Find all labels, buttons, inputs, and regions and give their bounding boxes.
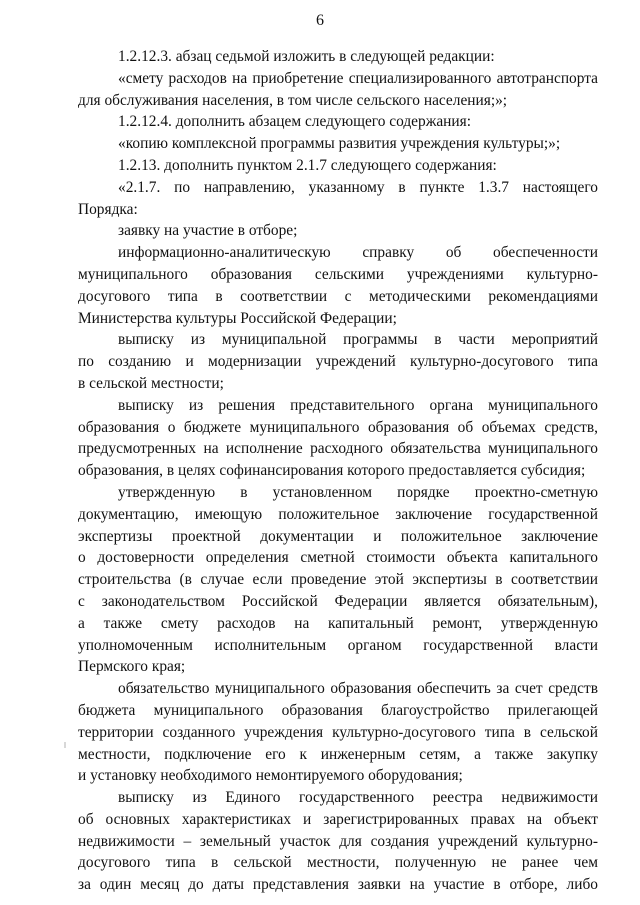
text-line: недвижимости – земельный участок для создания учреждений культурно- <box>78 832 598 850</box>
text-line: местности, подключение его к инженерным сетям, а также закупку <box>78 745 598 763</box>
text-line: муниципального образования сельскими учреждениями культурно- <box>78 265 598 283</box>
text-line: образования о бюджете муниципального образования об объемах средств, <box>78 418 598 436</box>
text-line: бюджета муниципального образования благоустройство прилегающей <box>78 701 598 719</box>
text-line: территории созданного учреждения культурно-досугового типа в сельской <box>78 723 598 741</box>
text-line: о достоверности определения сметной стоимости объекта капитального <box>78 549 598 567</box>
text-line: по созданию и модернизации учреждений культурно-досугового типа <box>78 353 598 371</box>
text-line: предусмотренных на исполнение расходного обязательства муниципального <box>78 440 598 458</box>
text-line: 1.2.13. дополнить пунктом 2.1.7 следующего содержания: <box>118 156 497 174</box>
text-line: об основных характеристиках и зарегистрированных правах на объект <box>78 810 598 828</box>
text-line: «смету расходов на приобретение специализированного автотранспорта <box>118 69 598 87</box>
page-number: 6 <box>316 12 324 29</box>
text-line: документацию, имеющую положительное заключение государственной <box>78 505 598 523</box>
text-line: уполномоченным исполнительным органом государственной власти <box>78 636 598 654</box>
text-line: информационно-аналитическую справку об обеспеченности <box>118 244 598 262</box>
text-line: и установку необходимого немонтируемого оборудования; <box>78 767 463 785</box>
text-line: выписку из Единого государственного реестра недвижимости <box>118 789 598 807</box>
text-line: 1.2.12.4. дополнить абзацем следующего содержания: <box>118 113 471 131</box>
text-line: Министерства культуры Российской Федерации; <box>78 309 397 327</box>
text-line: утвержденную в установленном порядке проектно-сметную <box>118 483 598 501</box>
text-line: для обслуживания населения, в том числе сельского населения;»; <box>78 91 508 109</box>
text-line: Порядка: <box>78 200 138 218</box>
text-line: обязательство муниципального образования обеспечить за счет средств <box>118 680 598 698</box>
text-line: за один месяц до даты представления заявки на участие в отборе, либо <box>78 876 598 894</box>
text-line: а также смету расходов на капитальный ремонт, утвержденную <box>78 614 598 632</box>
text-line: образования, в целях софинансирования которого предоставляется субсидия; <box>78 462 586 480</box>
text-line: «копию комплексной программы развития учреждения культуры;»; <box>118 135 561 153</box>
text-line: заявку на участие в отборе; <box>118 222 298 240</box>
text-line: экспертизы проектной документации и положительное заключение <box>78 527 598 545</box>
text-line: выписку из решения представительного органа муниципального <box>118 396 598 414</box>
text-line: Пермского края; <box>78 658 186 676</box>
text-line: строительства (в случае если проведение этой экспертизы в соответствии <box>78 571 598 589</box>
text-line: с законодательством Российской Федерации является обязательным), <box>78 592 598 610</box>
text-line: 1.2.12.3. абзац седьмой изложить в следующей редакции: <box>118 48 495 65</box>
text-line: в сельской местности; <box>78 374 224 392</box>
text-line: досугового типа в сельской местности, полученную не ранее чем <box>78 854 598 872</box>
text-line: «2.1.7. по направлению, указанному в пункте 1.3.7 настоящего <box>118 178 598 196</box>
text-line: досугового типа в соответствии с методическими рекомендациями <box>78 287 598 305</box>
margin-mark <box>64 742 66 748</box>
text-line: выписку из муниципальной программы в части мероприятий <box>118 331 598 349</box>
document-body <box>0 46 640 896</box>
